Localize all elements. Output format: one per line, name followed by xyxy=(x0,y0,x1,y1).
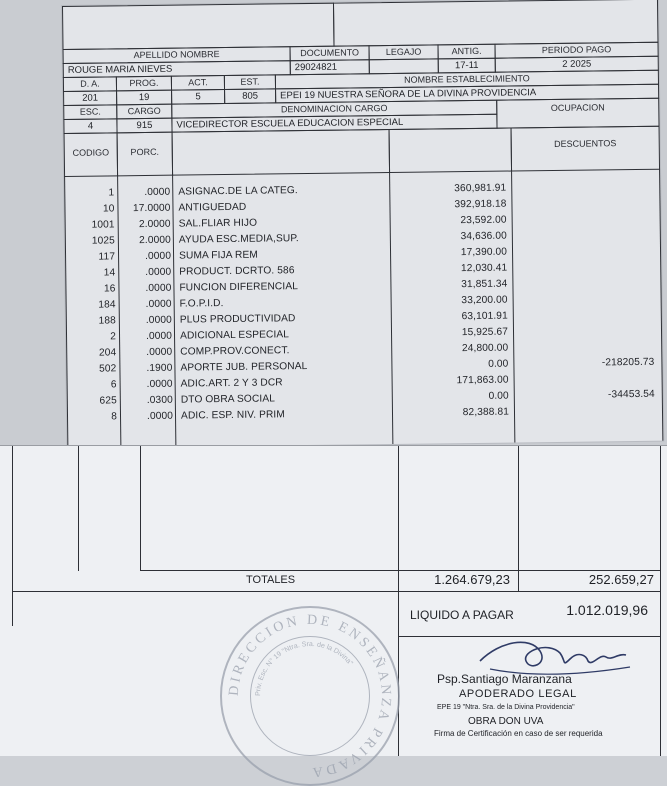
row-concepto: ADICIONAL ESPECIAL xyxy=(179,329,290,342)
row-codigo: 502 xyxy=(99,363,117,375)
row-concepto: AYUDA ESC.MEDIA,SUP. xyxy=(178,233,299,246)
value-nombre-establecimiento: EPEI 19 NUESTRA SEÑORA DE LA DIVINA PROVIDENCIA xyxy=(275,84,659,104)
row-descuento xyxy=(518,341,654,343)
body-line-3 xyxy=(389,172,393,444)
signer-school: EPE 19 "Ntra. Sra. de la Divina Providencia" xyxy=(437,704,575,711)
row-descuento xyxy=(517,277,653,279)
row-concepto: ADIC.ART. 2 Y 3 DCR xyxy=(180,377,283,390)
row-descuento xyxy=(517,261,653,263)
payslip-upper-sheet xyxy=(62,0,663,448)
row-codigo: 184 xyxy=(98,299,116,311)
row-codigo: 16 xyxy=(103,283,116,295)
row-haber: 17,390.00 xyxy=(460,246,508,259)
row-descuento xyxy=(517,213,653,215)
body-line-4 xyxy=(511,171,515,443)
signer-org: OBRA DON UVA xyxy=(468,716,544,727)
row-haber: 34,636.00 xyxy=(460,230,507,243)
liquido-value: 1.012.019,96 xyxy=(566,602,648,618)
value-apellido-nombre: ROUGE MARIA NIEVES xyxy=(63,60,291,78)
row-porc: .0000 xyxy=(145,266,172,279)
value-documento: 29024821 xyxy=(290,59,370,75)
row-codigo: 8 xyxy=(111,411,118,423)
row-porc: .0000 xyxy=(144,186,171,199)
label-antig: ANTIG. xyxy=(437,44,495,60)
row-codigo: 1025 xyxy=(91,235,115,247)
value-prog: 19 xyxy=(116,90,172,106)
body-line-5 xyxy=(659,169,663,441)
value-da: 201 xyxy=(63,90,117,106)
row-haber: 15,925.67 xyxy=(461,326,509,339)
row-porc: .0000 xyxy=(146,346,173,358)
lower-line-2 xyxy=(140,446,141,571)
value-act: 5 xyxy=(171,89,225,105)
row-concepto: F.O.P.I.D. xyxy=(179,298,224,310)
row-codigo: 2 xyxy=(110,331,117,343)
row-codigo: 625 xyxy=(99,395,117,407)
row-haber: 392,918.18 xyxy=(454,198,507,211)
row-descuento xyxy=(518,325,654,327)
row-descuento xyxy=(516,181,652,183)
row-codigo: 1 xyxy=(108,187,115,199)
label-ocupacion: OCUPACION xyxy=(496,98,659,129)
row-codigo: 204 xyxy=(98,347,117,359)
signer-name: Psp.Santiago Maranzana xyxy=(437,672,572,686)
row-concepto: PRODUCT. DCRTO. 586 xyxy=(179,265,295,278)
row-descuento: -218205.73 xyxy=(601,356,655,369)
row-haber: 0.00 xyxy=(488,358,509,370)
row-haber: 33,200.00 xyxy=(461,294,508,307)
value-antig: 17-11 xyxy=(438,58,496,74)
row-codigo: 188 xyxy=(98,315,116,327)
label-cargo: CARGO xyxy=(116,104,172,120)
row-porc: .0300 xyxy=(146,394,173,406)
svg-text:DIRECCION DE ENSEÑANZA PRIVADA: DIRECCION DE ENSEÑANZA PRIVADA xyxy=(226,612,394,780)
row-porc: .1900 xyxy=(146,362,173,374)
row-descuento xyxy=(518,309,654,311)
row-porc: 2.0000 xyxy=(139,234,171,247)
row-porc: .0000 xyxy=(145,314,172,326)
value-denominacion-cargo: VICEDIRECTOR ESCUELA EDUCACION ESPECIAL xyxy=(171,114,497,133)
row-concepto: APORTE JUB. PERSONAL xyxy=(180,361,308,374)
row-porc: 17.0000 xyxy=(132,202,171,215)
row-concepto: ANTIGUEDAD xyxy=(178,201,247,214)
label-prog: PROG. xyxy=(116,76,172,92)
blank-box-right xyxy=(333,0,659,47)
cert-label: Firma de Certificación en caso de ser requerida xyxy=(434,729,603,738)
value-periodo-pago: 2 2025 xyxy=(495,56,659,73)
row-haber: 31,851.34 xyxy=(461,278,508,291)
label-apellido-nombre: APELLIDO NOMBRE xyxy=(63,46,291,64)
row-descuento xyxy=(519,405,655,407)
row-descuento xyxy=(518,293,654,295)
liquido-label: LIQUIDO A PAGAR xyxy=(410,608,514,622)
label-documento: DOCUMENTO xyxy=(290,45,370,61)
label-act: ACT. xyxy=(171,75,225,91)
totales-label: TOTALES xyxy=(246,574,296,586)
row-porc: 2.0000 xyxy=(138,218,171,231)
row-haber: 171,863.00 xyxy=(456,374,509,387)
row-haber: 24,800.00 xyxy=(461,342,509,355)
label-codigo: CODIGO xyxy=(64,132,119,177)
label-porc: PORC. xyxy=(117,132,174,177)
row-descuento xyxy=(519,373,655,375)
signer-role: APODERADO LEGAL xyxy=(459,688,577,700)
total-haberes: 1.264.679,23 xyxy=(434,572,510,587)
body-line-2 xyxy=(172,175,176,447)
total-descuentos: 252.659,27 xyxy=(588,572,654,587)
row-haber: 23,592.00 xyxy=(460,214,507,227)
row-descuento xyxy=(516,197,652,199)
row-concepto: PLUS PRODUCTIVIDAD xyxy=(179,313,296,326)
body-line-1 xyxy=(117,175,121,447)
official-stamp xyxy=(220,606,400,786)
row-codigo: 1001 xyxy=(91,219,115,231)
row-concepto: DTO OBRA SOCIAL xyxy=(180,393,276,406)
row-concepto: SUMA FIJA REM xyxy=(178,249,258,262)
row-haber: 12,030.41 xyxy=(460,262,508,275)
label-descuentos: DESCUENTOS xyxy=(511,126,661,172)
row-concepto: ASIGNAC.DE LA CATEG. xyxy=(178,185,298,198)
row-haber: 82,388.81 xyxy=(462,406,510,419)
value-esc: 4 xyxy=(63,118,117,134)
value-cargo: 915 xyxy=(116,118,172,134)
lower-line-5 xyxy=(660,446,661,756)
row-concepto: COMP.PROV.CONECT. xyxy=(180,345,290,358)
row-concepto: ADIC. ESP. NIV. PRIM xyxy=(180,409,286,422)
svg-text:Priv. Esc. N° 19 "Ntra. Sra. d: Priv. Esc. N° 19 "Ntra. Sra. de la Divina" xyxy=(254,640,354,697)
row-haber: 0.00 xyxy=(488,390,509,402)
row-porc: .0000 xyxy=(146,378,173,390)
header-haberes-blank xyxy=(389,128,513,173)
row-porc: .0000 xyxy=(144,250,172,263)
row-concepto: SAL.FLIAR HIJO xyxy=(178,217,258,230)
row-descuento xyxy=(517,229,653,231)
row-descuento xyxy=(517,245,653,247)
row-porc: .0000 xyxy=(146,410,174,422)
lower-line-0 xyxy=(12,446,13,626)
lower-row-top xyxy=(140,570,660,571)
label-est: EST. xyxy=(224,74,276,90)
official-stamp-lettering xyxy=(220,606,400,786)
row-codigo: 10 xyxy=(102,203,115,215)
row-descuento: -34453.54 xyxy=(607,388,655,401)
row-porc: .0000 xyxy=(145,330,173,342)
label-legajo: LEGAJO xyxy=(369,44,439,60)
label-esc: ESC. xyxy=(63,104,117,120)
label-da: D. A. xyxy=(63,76,117,92)
row-codigo: 6 xyxy=(110,379,117,391)
body-line-0 xyxy=(64,176,68,448)
lower-row-totales xyxy=(12,591,660,592)
label-denominacion-cargo: DENOMINACION CARGO xyxy=(171,100,497,119)
row-haber: 63,101.91 xyxy=(461,310,508,323)
row-porc: .0000 xyxy=(145,298,172,310)
lower-line-1 xyxy=(78,446,79,571)
blank-box-left xyxy=(62,3,335,50)
payslip-lower-sheet xyxy=(0,445,667,780)
row-codigo: 14 xyxy=(103,267,116,279)
label-nombre-establecimiento: NOMBRE ESTABLECIMIENTO xyxy=(275,70,659,90)
label-periodo-pago: PERIODO PAGO xyxy=(494,42,658,59)
row-concepto: FUNCION DIFERENCIAL xyxy=(179,281,299,294)
row-porc: .0000 xyxy=(145,282,172,295)
row-haber: 360,981.91 xyxy=(454,182,507,195)
row-codigo: 117 xyxy=(98,251,116,263)
value-est: 805 xyxy=(224,88,276,104)
header-concepto-blank xyxy=(172,129,391,176)
